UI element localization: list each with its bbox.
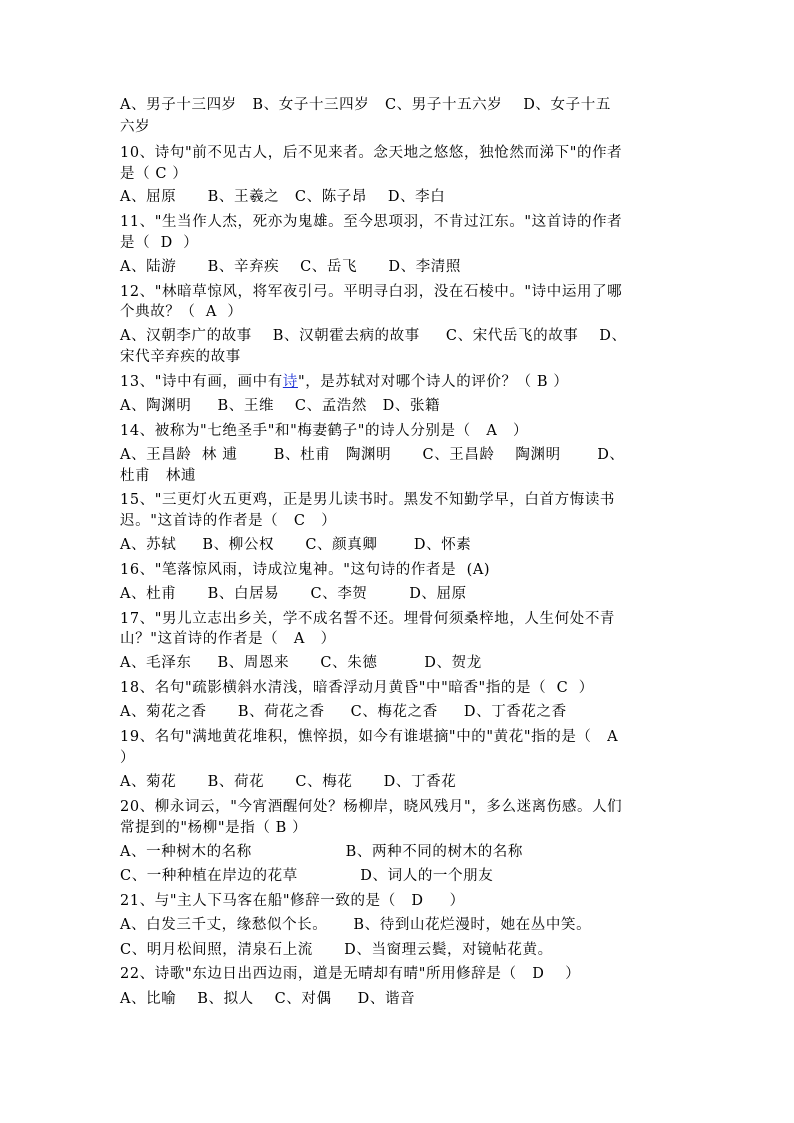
option-line: A、杜甫 B、白居易 C、李贺 D、屈原 bbox=[120, 586, 467, 602]
question-text: 13、"诗中有画，画中有 bbox=[120, 374, 283, 390]
option-line: 宋代辛弃疾的故事 bbox=[120, 349, 241, 365]
question-answer-line: 是（ C ） bbox=[120, 166, 188, 182]
option-line: A、一种树木的名称 B、两种不同的树木的名称 bbox=[120, 844, 523, 860]
option-line: A、屈原 B、王羲之 C、陈子昂 D、李白 bbox=[120, 189, 446, 205]
question-line bbox=[120, 372, 568, 392]
question-line: 22、诗歌"东边日出西边雨，道是无晴却有晴"所用修辞是（ D ） bbox=[120, 966, 581, 982]
poem-link[interactable]: 诗 bbox=[282, 374, 298, 390]
option-line: A、菊花 B、荷花 C、梅花 D、丁香花 bbox=[120, 774, 457, 790]
option-line: A、毛泽东 B、周恩来 C、朱德 D、贺龙 bbox=[120, 655, 482, 671]
option-line: C、明月松间照，清泉石上流 D、当窗理云鬓，对镜帖花黄。 bbox=[120, 942, 553, 958]
question-answer-line: 迟。"这首诗的作者是（ C ） bbox=[120, 513, 337, 529]
question-line: 20、柳永词云，"今宵酒醒何处？杨柳岸，晓风残月"，多么迷离伤感。人们 bbox=[120, 799, 623, 815]
question-line: 17、"男儿立志出乡关，学不成名誓不还。埋骨何须桑梓地，人生何处不青 bbox=[120, 611, 616, 627]
option-line: A、苏轼 B、柳公权 C、颜真卿 D、怀素 bbox=[120, 537, 472, 553]
option-line: 六岁 bbox=[120, 119, 151, 135]
question-line: 12、"林暗草惊风，将军夜引弓。平明寻白羽，没在石棱中。"诗中运用了哪 bbox=[120, 284, 623, 300]
question-line: 10、诗句"前不见古人，后不见来者。念天地之悠悠，独怆然而涕下"的作者 bbox=[120, 145, 623, 161]
question-line: 18、名句"疏影横斜水清浅，暗香浮动月黄昏"中"暗香"指的是（ C ） bbox=[120, 680, 594, 696]
option-line: A、菊花之香 B、荷花之香 C、梅花之香 D、丁香花之香 bbox=[120, 704, 567, 720]
question-answer-line: 常提到的"杨柳"是指（ B ） bbox=[120, 820, 308, 836]
option-line: A、陆游 B、辛弃疾 C、岳飞 D、李清照 bbox=[120, 259, 461, 275]
question-line: 15、"三更灯火五更鸡，正是男儿读书时。黑发不知勤学早，白首方悔读书 bbox=[120, 492, 616, 508]
option-line: A、白发三千丈，缘愁似个长。 B、待到山花烂漫时，她在丛中笑。 bbox=[120, 917, 592, 933]
question-line: 14、被称为"七绝圣手"和"梅妻鹤子"的诗人分别是（ A ） bbox=[120, 423, 529, 439]
question-answer-line: ） bbox=[120, 750, 136, 766]
question-line: 11、"生当作人杰，死亦为鬼雄。至今思项羽，不肯过江东。"这首诗的作者 bbox=[120, 214, 623, 230]
question-answer-line: 是（ D ） bbox=[120, 235, 199, 251]
question-answer-line: 山？"这首诗的作者是（ A ） bbox=[120, 631, 336, 647]
option-line: A、男子十三四岁 B、女子十三四岁 C、男子十五六岁 D、女子十五 bbox=[120, 97, 611, 113]
question-answer-line: 个典故？（ A ） bbox=[120, 304, 243, 320]
question-text: "，是苏轼对对哪个诗人的评价？（ B ） bbox=[297, 374, 569, 390]
option-line: A、王昌龄 林 逋 B、杜甫 陶渊明 C、王昌龄 陶渊明 D、 bbox=[120, 447, 625, 463]
question-line: 21、与"主人下马客在船"修辞一致的是（ D ） bbox=[120, 893, 465, 909]
option-line: 杜甫 林逋 bbox=[120, 468, 197, 484]
option-line: C、一种种植在岸边的花草 D、词人的一个朋友 bbox=[120, 868, 494, 884]
question-line: 19、名句"满地黄花堆积，憔悴损，如今有谁堪摘"中的"黄花"指的是（ A bbox=[120, 729, 619, 745]
question-line: 16、"笔落惊风雨，诗成泣鬼神。"这句诗的作者是 (A) bbox=[120, 562, 491, 578]
option-line: A、比喻 B、拟人 C、对偶 D、谐音 bbox=[120, 991, 416, 1007]
option-line: A、陶渊明 B、王维 C、孟浩然 D、张籍 bbox=[120, 398, 441, 414]
option-line: A、汉朝李广的故事 B、汉朝霍去病的故事 C、宋代岳飞的故事 D、 bbox=[120, 328, 627, 344]
